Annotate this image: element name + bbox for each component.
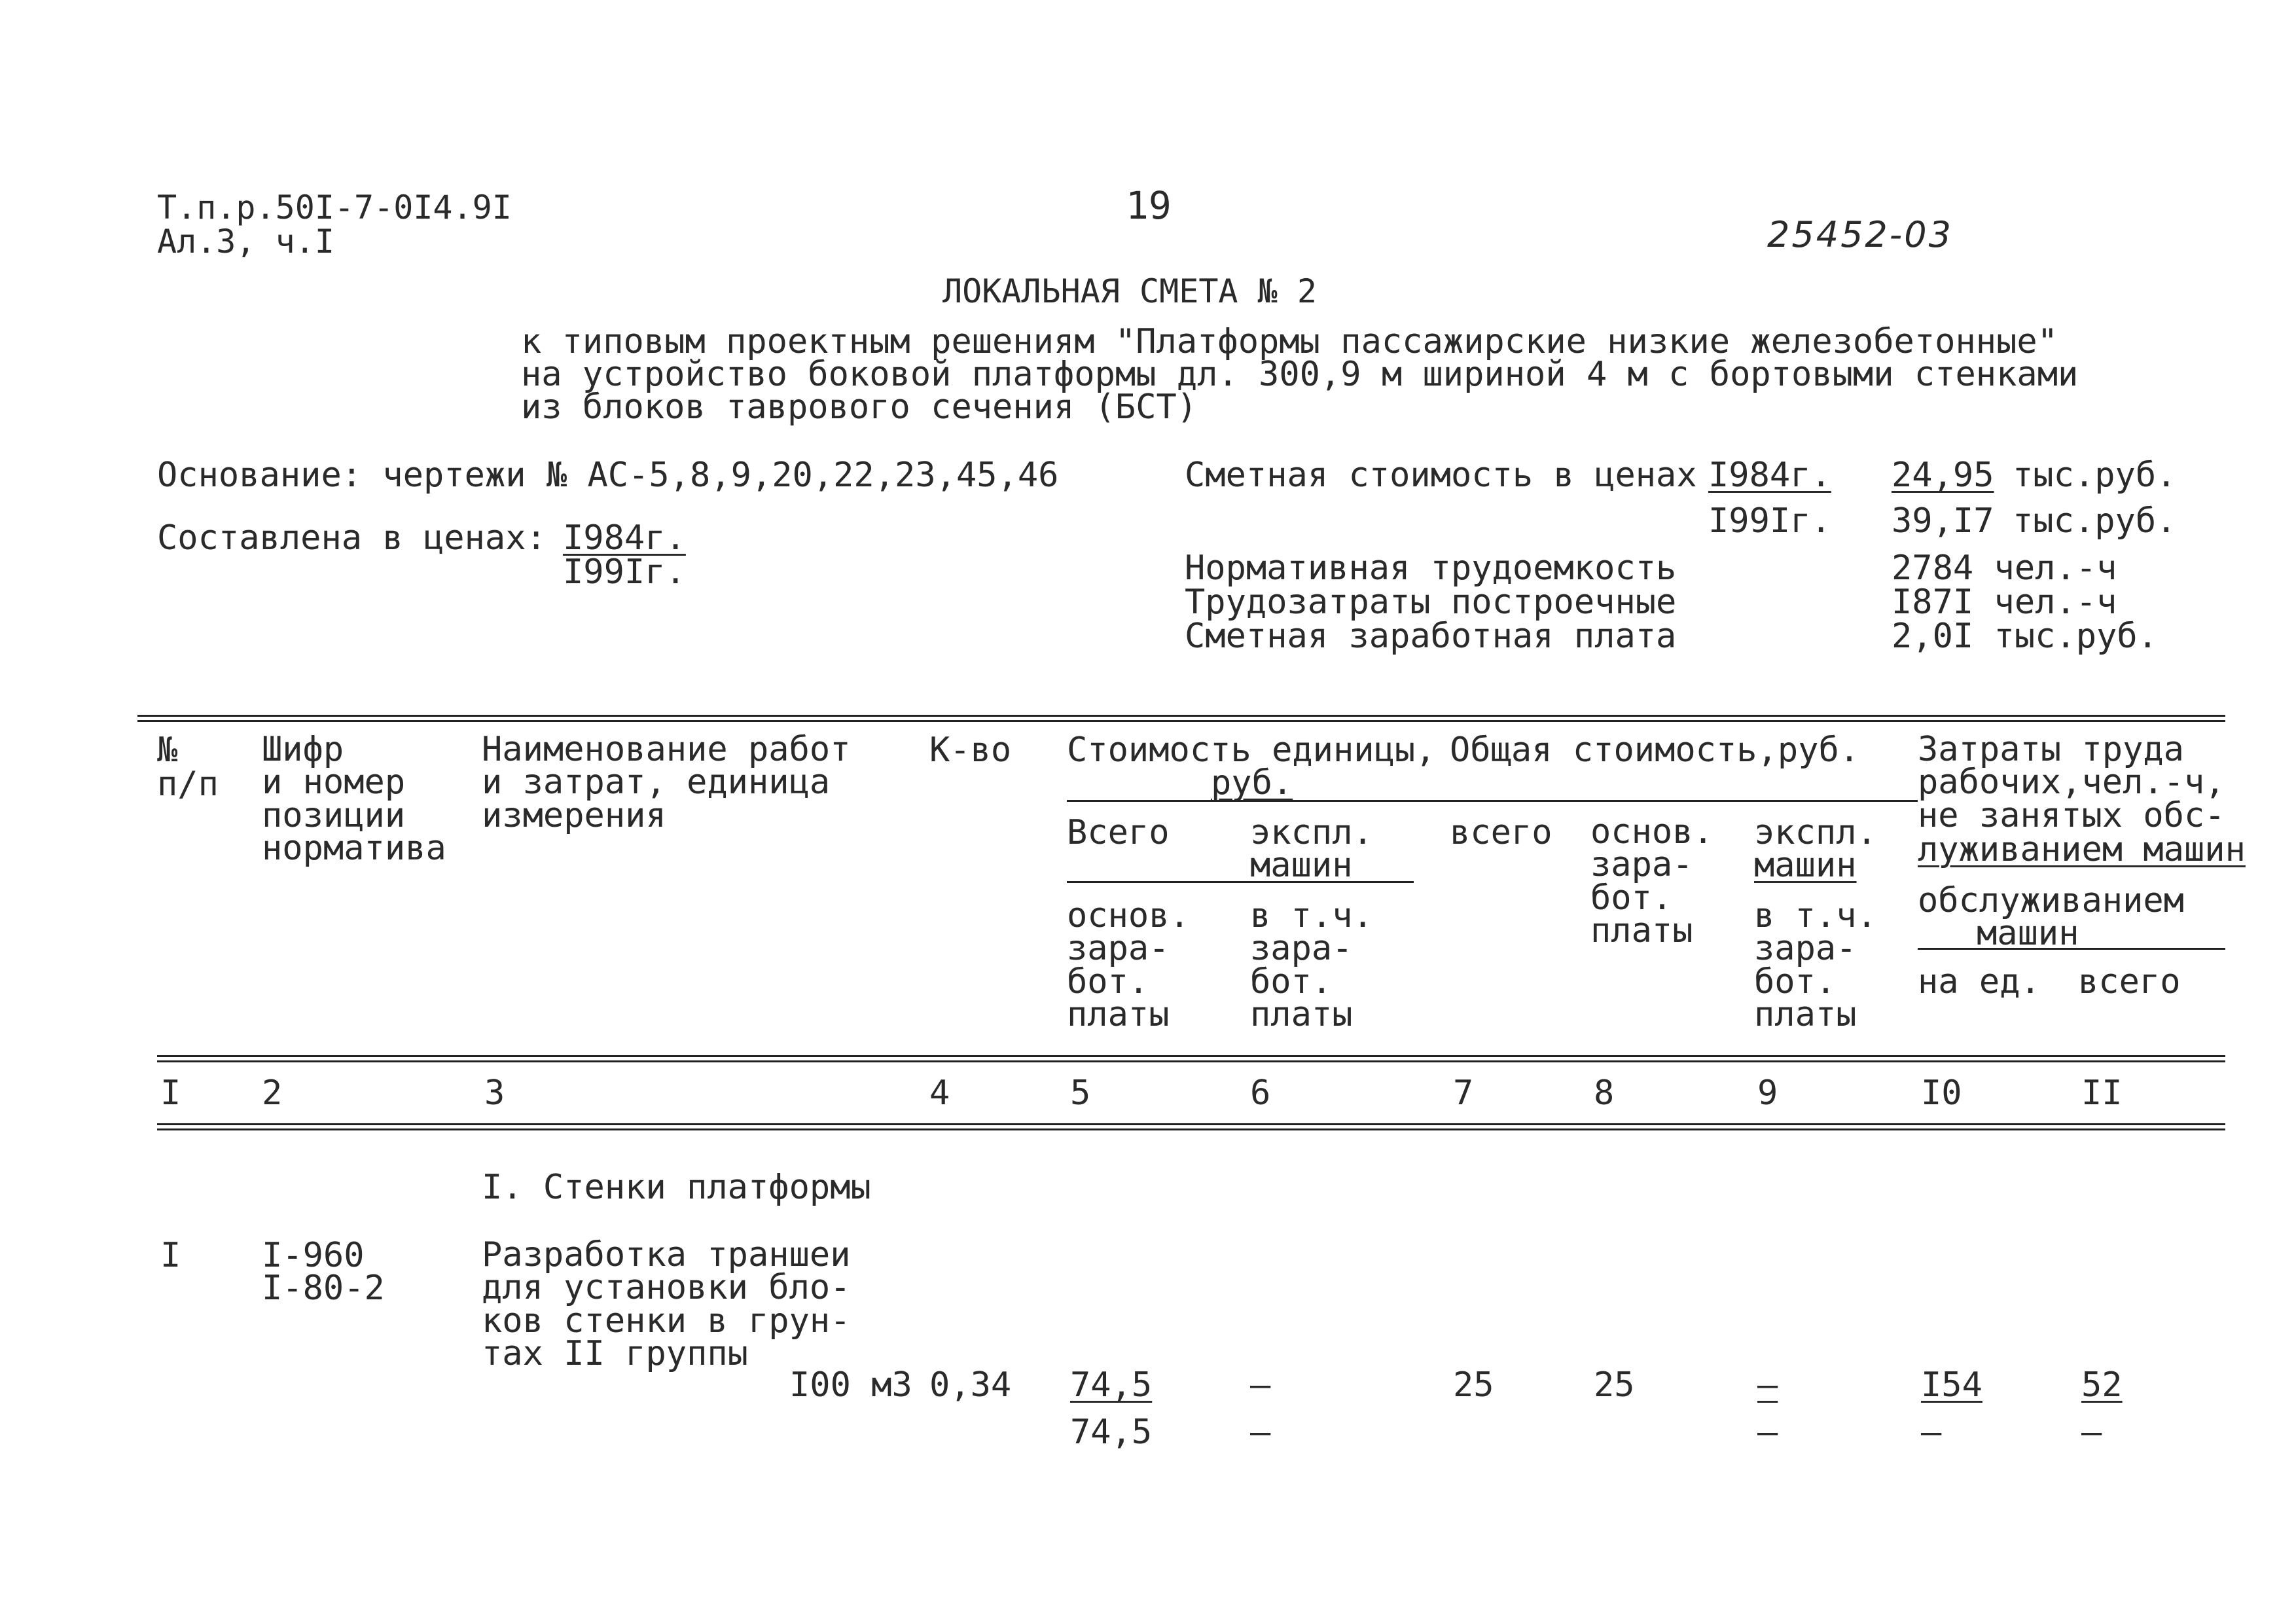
section-title: I. Стенки платформы: [482, 1168, 871, 1207]
column-number: I: [160, 1074, 181, 1113]
row-unit: I00 м3: [789, 1365, 912, 1405]
header-col11-total: всего: [2078, 962, 2181, 1001]
cost-unit1: тыс.руб.: [2013, 456, 2177, 495]
header-col10-per-unit: на ед.: [1918, 962, 2041, 1001]
header-unit-cost: Стоимость единицы,: [1067, 731, 1436, 770]
header-maintenance-underline: [1918, 948, 2225, 950]
header-col3: Наименование работ и затрат, единица измерения: [482, 730, 851, 835]
row-unit-cost-salary: 74,5: [1070, 1413, 1153, 1452]
header-col6-salary: в т.ч. зара- бот. платы: [1250, 896, 1373, 1035]
archive-number: 25452-03: [1767, 214, 1953, 255]
subtitle-line3: из блоков таврового сечения (БСТ): [521, 388, 1198, 427]
prices-label: Составлена в ценах:: [157, 518, 547, 558]
cost-value2: 39,I7: [1892, 501, 1994, 541]
row-work-name: Разработка траншеи для установки бло- ков стенки в грун- тах II группы: [482, 1235, 851, 1374]
row-total-cost: 25: [1453, 1365, 1494, 1405]
salary-value: 2,0I тыс.руб.: [1892, 617, 2158, 656]
header-labor: Затраты труда рабочих,чел.-ч, не занятых обс-: [1918, 730, 2225, 835]
labor-site-label: Трудозатраты построечные: [1185, 583, 1677, 622]
column-number: 7: [1453, 1074, 1474, 1113]
row-number: I: [160, 1236, 181, 1275]
column-number: 3: [484, 1074, 505, 1113]
doc-reference-line1: Т.п.р.50I-7-0I4.9I: [157, 189, 512, 226]
row-total-salary: 25: [1594, 1365, 1635, 1405]
document-title: ЛОКАЛЬНАЯ СМЕТА № 2: [942, 272, 1317, 310]
doc-reference-line2: Ал.3, ч.I: [157, 223, 334, 261]
header-col56-underline: [1067, 881, 1414, 883]
header-col6-machines: экспл.: [1250, 813, 1373, 852]
row-labor-per-unit-maintenance: –: [1921, 1413, 1942, 1452]
row-code-line2: I-80-2: [262, 1269, 385, 1308]
header-cost-underline: [1067, 800, 1918, 802]
header-labor-underlined: луживанием машин: [1918, 830, 2246, 869]
labor-norm-value: 2784 чел.-ч: [1892, 549, 2117, 588]
header-col4: К-во: [929, 731, 1012, 770]
row-unit-machines-salary: –: [1250, 1413, 1271, 1452]
header-col1: № п/п: [157, 731, 219, 804]
header-unit-cost-rub: руб.: [1211, 763, 1293, 803]
basis-label: Основание: чертежи № АС-5,8,9,20,22,23,45,46: [157, 456, 1059, 495]
header-maintenance-machines: машин: [1977, 914, 2079, 953]
subtitle-line1: к типовым проектным решениям "Платформы пассажирские низкие железобетонные": [521, 322, 2058, 361]
prices-year2: I99Iг.: [563, 552, 686, 592]
subtitle-line2: на устройство боковой платформы дл. 300,9 м шириной 4 м с бортовыми стенками: [521, 355, 2079, 394]
header-col7-total: всего: [1450, 813, 1552, 852]
row-unit-cost-total: 74,5: [1070, 1365, 1153, 1405]
header-maintenance: обслуживанием: [1918, 881, 2184, 920]
header-col5-total: Всего: [1067, 813, 1170, 852]
header-total-cost: Общая стоимость,руб.: [1450, 731, 1860, 770]
prices-year1: I984г.: [563, 518, 686, 558]
row-quantity: 0,34: [929, 1365, 1012, 1405]
row-code-line1: I-960: [262, 1236, 365, 1275]
page-number: 19: [1126, 183, 1172, 228]
labor-norm-label: Нормативная трудоемкость: [1185, 549, 1677, 588]
column-number: I0: [1921, 1074, 1962, 1113]
labor-site-value: I87I чел.-ч: [1892, 583, 2117, 622]
column-number: 5: [1070, 1074, 1091, 1113]
header-col8-salary: основ. зара- бот. платы: [1590, 812, 1713, 951]
row-total-machines: –: [1757, 1365, 1778, 1405]
cost-unit2: тыс.руб.: [2013, 501, 2177, 541]
header-bottom-rule: [157, 1055, 2225, 1057]
header-col6-machines-sub: машин: [1250, 846, 1353, 885]
column-numbers-rule: [157, 1123, 2225, 1125]
salary-label: Сметная заработная плата: [1185, 617, 1677, 656]
header-col2: Шифр и номер позиции норматива: [262, 730, 446, 869]
row-labor-total-maintenance: –: [2081, 1413, 2102, 1452]
cost-year2: I99Iг.: [1708, 501, 1831, 541]
estimated-cost-label: Сметная стоимость в ценах: [1185, 456, 1697, 495]
row-unit-machines: –: [1250, 1365, 1271, 1405]
column-number: II: [2081, 1074, 2123, 1113]
header-col5-salary: основ. зара- бот. платы: [1067, 896, 1190, 1035]
column-number: 8: [1594, 1074, 1615, 1113]
cost-value1: 24,95: [1892, 456, 1994, 495]
column-number: 9: [1757, 1074, 1778, 1113]
row-labor-per-unit: I54: [1921, 1365, 1982, 1405]
column-number: 4: [929, 1074, 950, 1113]
column-number: 2: [262, 1074, 283, 1113]
row-total-machines-salary: –: [1757, 1413, 1778, 1452]
row-labor-total: 52: [2081, 1365, 2123, 1405]
header-col9-machines: экспл.: [1754, 813, 1877, 852]
column-number: 6: [1250, 1074, 1271, 1113]
table-top-rule: [137, 715, 2225, 717]
header-col9-machines-sub: машин: [1754, 846, 1857, 885]
header-col9-salary: в т.ч. зара- бот. платы: [1754, 896, 1877, 1035]
cost-year1: I984г.: [1708, 456, 1831, 495]
